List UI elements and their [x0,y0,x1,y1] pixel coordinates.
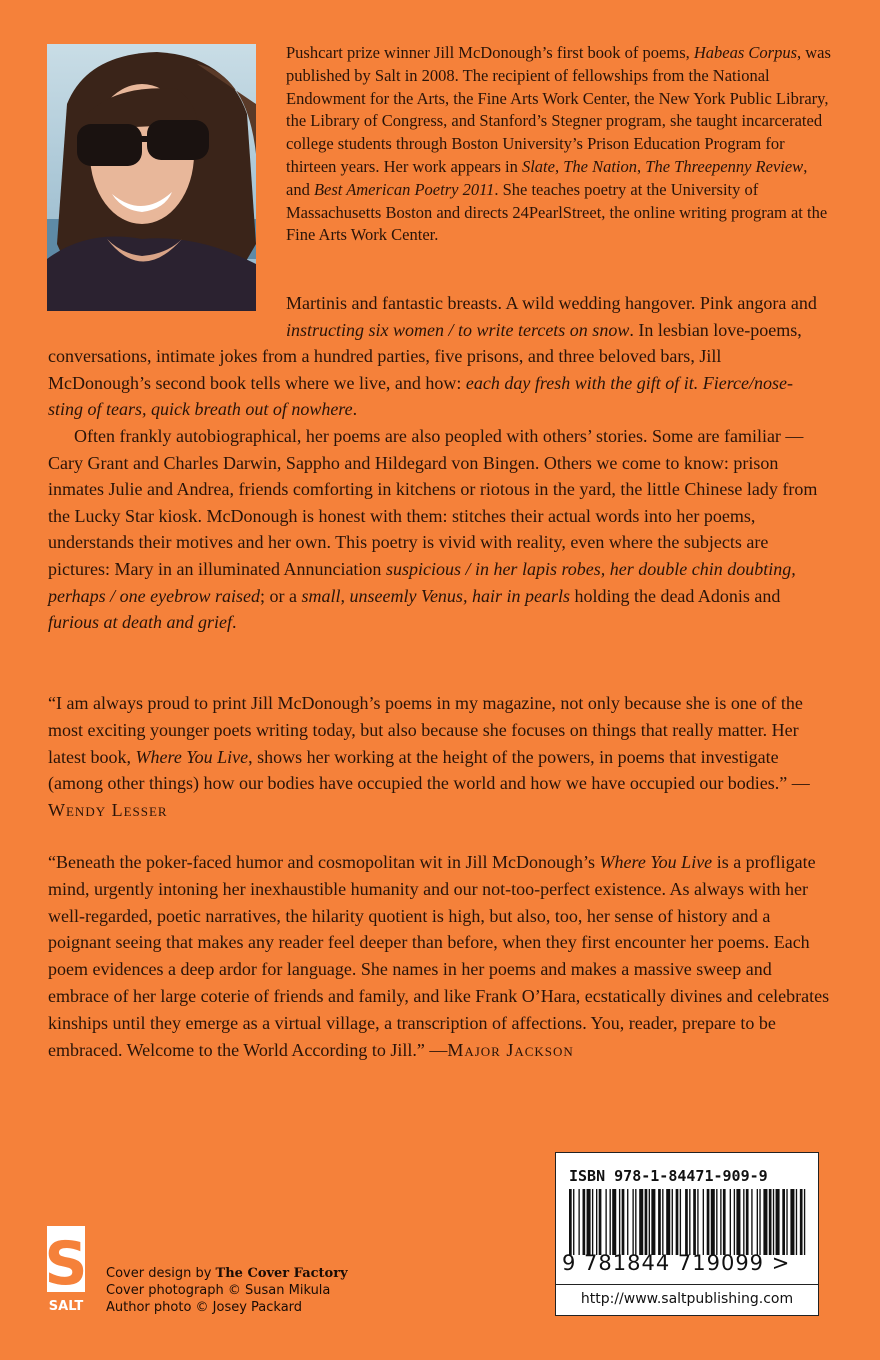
barcode [569,1189,805,1255]
salt-logo-letter: S [44,1229,88,1299]
author-bio: Pushcart prize winner Jill McDonough’s first book of poems, Habeas Corpus, was published by Salt in 2008. The recipient of fellowships from the National Endowment for the Arts, the Fine Arts Work Center, the New York Public Library, the Library of Congress, and Stanford’s Stegner program, she taught incarcerated college students through Boston University’s Prison Education Program for thirteen years. Her work appears in Slate, The Nation, The Threepenny Review, and Best American Poetry 2011. She teaches poetry at the University of Massachusetts Boston and directs 24PearlStreet, the online writing program at the Fine Arts Work Center. [286,43,831,245]
credit-design: Cover design by The Cover Factory [106,1266,348,1281]
isbn-digits: 9 781844 719099 > [562,1251,791,1275]
book-description [48,290,828,636]
description-paragraph-1: Martinis and fantastic breasts. A wild wedding hangover. Pink angora and instructing six women / to write tercets on snow. In lesbian love-poems, conversations, intimate jokes from a hundred parties, five prisons, and three beloved bars, Jill McDonough’s second book tells where we live, and how: each day fresh with the gift of it. Fierce/nose-sting of tears, quick breath out of nowhere. [48,293,817,420]
description-paragraph-2: Often frankly autobiographical, her poems are also peopled with others’ stories. Some are familiar — Cary Grant and Charles Darwin, Sappho and Hildegard von Bingen. Others we come to know: prison inmates Julie and Andrea, friends comforting in kitchens or riotous in the yard, the little Chinese lady from the Lucky Star kiosk. McDonough is honest with them: stitches their actual words into her poems, understands their motives and her own. This poetry is vivid with reality, even where the subjects are pictures: Mary in an illuminated Annunciation suspicious / in her lapis robes, her double chin doubting, perhaps / one eyebrow raised; or a small, unseemly Venus, hair in pearls holding the dead Adonis and furious at death and grief. [48,425,818,633]
isbn-label: ISBN 978-1-84471-909-9 [569,1167,768,1185]
blurb-major-jackson: “Beneath the poker-faced humor and cosmopolitan wit in Jill McDonough’s Where You Live is a profligate mind, urgently intoning her inexhaustible humanity and our not-too-perfect existence. As always with her well-regarded, poetic narratives, the hilarity quotient is high, but also, too, her sense of history and a poignant seeing that makes any reader feel deeper than before, when they first encounter her poems. Each poem evidences a deep ardor for language. She names in her poems and makes a massive sweep and embrace of her large coterie of friends and family, and like Frank O’Hara, ecstatically divines and celebrates kinships until they emerge as a virtual village, a transcription of affections. You, reader, prepare to be embraced. Welcome to the World According to Jill.” —Major Jackson [48,852,830,1060]
salt-logo-word: SALT [48,1299,84,1314]
cover-credits [106,1265,348,1316]
publisher-url[interactable]: http://www.saltpublishing.com [580,1291,794,1307]
author-photo [47,44,256,311]
salt-logo [44,1226,88,1314]
blurb-wendy-lesser: “I am always proud to print Jill McDonough’s poems in my magazine, not only because she is one of the most exciting younger poets writing today, but also because she focuses on things that really matter. Her latest book, Where You Live, shows her working at the height of the powers, in poems that investigate (among other things) how our bodies have occupied the world and how we have occupied our bodies.” —Wendy Lesser [48,693,810,821]
isbn-barcode-box [555,1152,819,1316]
credit-photo: Cover photograph © Susan Mikula [106,1283,331,1298]
credit-author-photo: Author photo © Josey Packard [106,1300,303,1315]
